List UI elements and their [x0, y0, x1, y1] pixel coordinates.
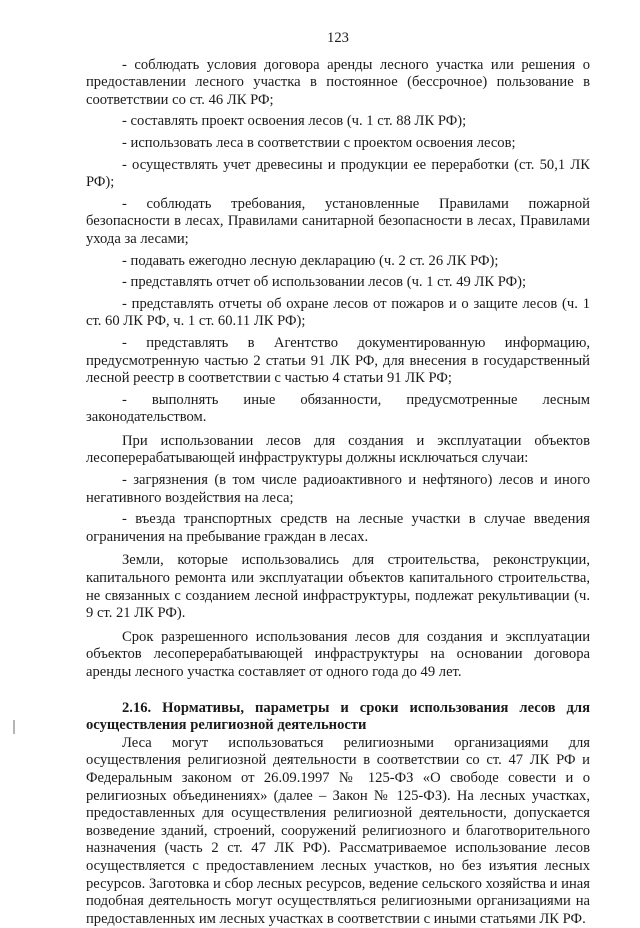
obligations-list [86, 57, 590, 427]
obligation-item: - выполнять иные обязанности, предусмотренные лесным законодательством. [86, 391, 590, 426]
obligation-item: - осуществлять учет древесины и продукции ее переработки (ст. 50,1 ЛК РФ); [86, 156, 590, 191]
document-page [86, 30, 590, 928]
paragraph-infrastructure: При использовании лесов для создания и эксплуатации объектов лесоперерабатывающей инфраструктуры должны исключаться случаи: [86, 432, 590, 467]
paragraph-lands: Земли, которые использовались для строительства, реконструкции, капитального ремонта или эксплуатации объектов капитального строительства, не связанных с созданием лесной инфраструктуры, подлежат рекультивации (ч. 9 ст. 21 ЛК РФ). [86, 552, 590, 622]
obligation-item: - представлять отчет об использовании лесов (ч. 1 ст. 49 ЛК РФ); [122, 274, 527, 291]
obligation-item: - представлять в Агентство документированную информацию, предусмотренную частью 2 статьи 91 ЛК РФ, для внесения в государственный лесной реестр в соответствии с частью 4 статьи 91 ЛК РФ; [86, 334, 590, 387]
obligation-item: - составлять проект освоения лесов (ч. 1 ст. 88 ЛК РФ); [122, 113, 467, 130]
obligation-item: - соблюдать требования, установленные Правилами пожарной безопасности в лесах, Правилами санитарной безопасности в лесах, Правилами ухода за лесами; [86, 195, 590, 247]
obligation-item: - соблюдать условия договора аренды лесного участка или решения о предоставлении лесного участка в постоянное (бессрочное) пользование в соответствии со ст. 46 ЛК РФ; [86, 56, 590, 108]
page-number: 123 [327, 30, 349, 46]
section-body: Леса могут использоваться религиозными организациями для осуществления религиозной деятельности в соответствии со ст. 47 ЛК РФ и Федеральным законом от 26.09.1997 № 125-ФЗ «О свободе совести и о религиозных объединениях» (далее – Закон № 125-ФЗ). На лесных участках, предоставленных для осуществления религиозной деятельности, допускается возведение зданий, строений, сооружений религиозного и благотворительного назначения (часть 2 ст. 47 ЛК РФ). Рассматриваемое использование лесов осуществляется с предоставлением лесных участков, но без изъятия лесных ресурсов. Заготовка и сбор лесных ресурсов, ведение сельского хозяйства и иная подобная деятельность могут осуществляться религиозными организациями на предоставленных им лесных участках в соответствии с иными статьями ЛК РФ. [86, 734, 590, 927]
exclusion-item: - загрязнения (в том числе радиоактивного и нефтяного) лесов и иного негативного воздействия на леса; [86, 472, 590, 506]
scan-margin-mark [13, 720, 15, 734]
exclusions-list [86, 472, 590, 546]
obligation-item: - подавать ежегодно лесную декларацию (ч. 2 ст. 26 ЛК РФ); [122, 252, 499, 269]
section-heading: 2.16. Нормативы, параметры и сроки использования лесов для осуществления религиозной деятельности [86, 699, 590, 734]
paragraph-term: Срок разрешенного использования лесов для создания и эксплуатации объектов лесоперерабатывающей инфраструктуры на основании договора аренды лесного участка составляет от одного года до 49 лет. [86, 628, 590, 680]
obligation-item: - представлять отчеты об охране лесов от пожаров и о защите лесов (ч. 1 ст. 60 ЛК РФ, ч. 1 ст. 60.11 ЛК РФ); [86, 295, 590, 330]
exclusion-item: - въезда транспортных средств на лесные участки в случае введения ограничения на пребывание граждан в лесах. [86, 511, 590, 545]
obligation-item: - использовать леса в соответствии с проектом освоения лесов; [122, 134, 516, 151]
